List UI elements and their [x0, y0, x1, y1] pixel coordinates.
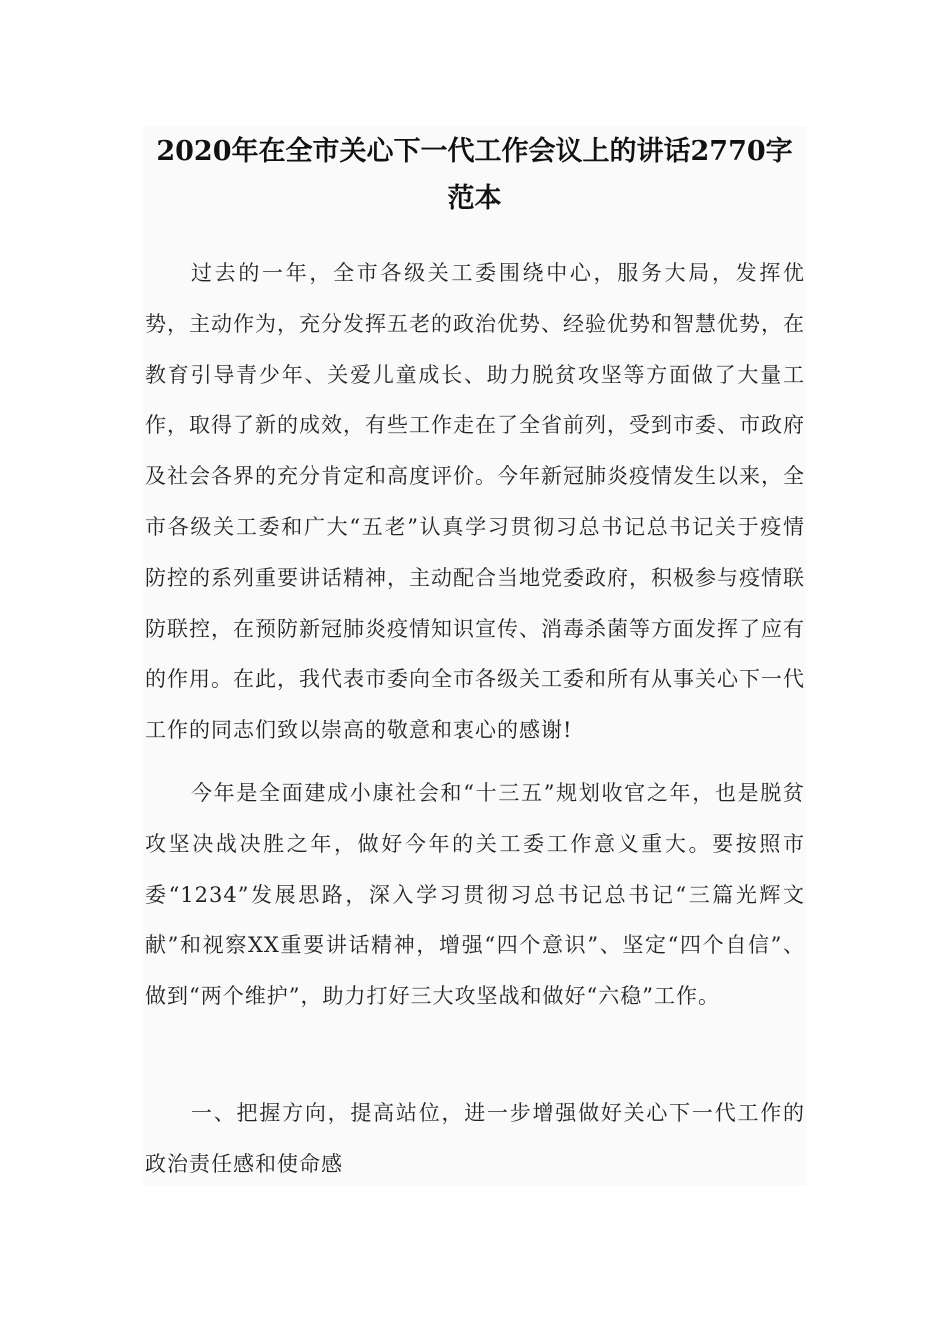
document-title: 2020年在全市关心下一代工作会议上的讲话2770字范本 [156, 136, 793, 214]
paragraph-3-section-heading: 一、把握方向，提高站位，进一步增强做好关心下一代工作的政治责任感和使命感 [145, 1101, 805, 1176]
paragraph-2: 今年是全面建成小康社会和“十三五”规划收官之年，也是脱贫攻坚决战决胜之年，做好今年的关工委工作意义重大。要按照市委“1234”发展思路，深入学习贯彻习总书记总书记“三篇光辉文献”和视察XX重要讲话精神，增强“四个意识”、坚定“四个自信”、做到“两个维护”，助力打好三大攻坚战和做好“六稳”工作。 [145, 781, 805, 1009]
paragraph-1: 过去的一年，全市各级关工委围绕中心，服务大局，发挥优势，主动作为，充分发挥五老的政治优势、经验优势和智慧优势，在教育引导青少年、关爱儿童成长、助力脱贫攻坚等方面做了大量工作，取得了新的成效，有些工作走在了全省前列，受到市委、市政府及社会各界的充分肯定和高度评价。今年新冠肺炎疫情发生以来，全市各级关工委和广大“五老”认真学习贯彻习总书记总书记关于疫情防控的系列重要讲话精神，主动配合当地党委政府，积极参与疫情联防联控，在预防新冠肺炎疫情知识宣传、消毒杀菌等方面发挥了应有的作用。在此，我代表市委向全市各级关工委和所有从事关心下一代工作的同志们致以崇高的敬意和衷心的感谢! [145, 261, 805, 743]
